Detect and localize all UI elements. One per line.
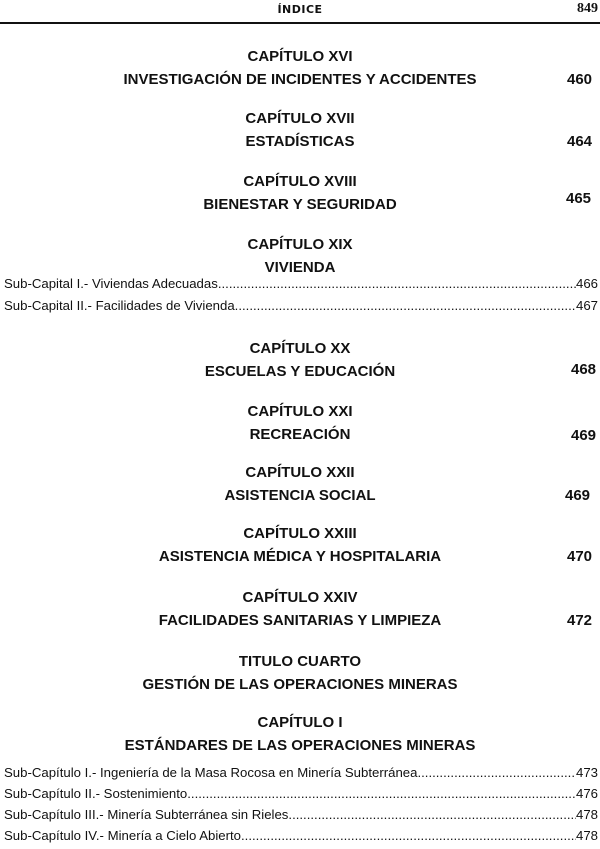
chapter-title: ESCUELAS Y EDUCACIÓN bbox=[204, 363, 396, 380]
chapter-number: CAPÍTULO XIX bbox=[247, 236, 353, 253]
chapter-xx bbox=[0, 337, 600, 383]
chapter-xvi bbox=[0, 45, 600, 91]
chapter-title: BIENESTAR Y SEGURIDAD bbox=[203, 196, 397, 213]
chapter-page: 468 bbox=[571, 361, 597, 378]
chapter-xxiii bbox=[0, 522, 600, 568]
toc-entry[interactable] bbox=[4, 827, 598, 845]
toc-entry[interactable] bbox=[4, 806, 598, 824]
toc-entry[interactable] bbox=[4, 764, 598, 782]
chapter-xxii bbox=[0, 461, 600, 507]
page-header bbox=[0, 0, 600, 24]
toc-entry[interactable] bbox=[4, 275, 598, 293]
chapter-xxi bbox=[0, 400, 600, 446]
chapter-number: CAPÍTULO XVI bbox=[247, 48, 353, 65]
chapter-number: CAPÍTULO XVII bbox=[245, 110, 355, 127]
chapter-title: ASISTENCIA SOCIAL bbox=[224, 487, 376, 504]
toc-entry-title: Sub-Capítulo I.- Ingeniería de la Masa Rocosa en Minería Subterránea bbox=[4, 765, 418, 780]
toc-leader bbox=[218, 275, 576, 293]
chapter-page: 464 bbox=[567, 133, 593, 150]
chapter-number: CAPÍTULO XXI bbox=[247, 403, 353, 420]
toc-entry-page: 476 bbox=[575, 786, 598, 801]
toc-entry[interactable] bbox=[4, 297, 598, 315]
chapter-page: 472 bbox=[567, 612, 593, 629]
title-cuarto bbox=[0, 650, 600, 696]
title-name: GESTIÓN DE LAS OPERACIONES MINERAS bbox=[142, 676, 458, 693]
chapter-page: 465 bbox=[566, 190, 592, 207]
toc-entry-page: 466 bbox=[575, 276, 598, 291]
chapter-xviii bbox=[0, 170, 600, 216]
toc-entry-title: Sub-Capital I.- Viviendas Adecuadas bbox=[4, 276, 218, 291]
toc-leader bbox=[235, 297, 576, 315]
chapter-page: 469 bbox=[565, 487, 591, 504]
chapter-xvii bbox=[0, 107, 600, 153]
chapter-title: ESTÁNDARES DE LAS OPERACIONES MINERAS bbox=[124, 737, 476, 754]
toc-entry-page: 478 bbox=[575, 828, 598, 843]
chapter-page: 460 bbox=[567, 71, 593, 88]
toc-entry-title: Sub-Capítulo IV.- Minería a Cielo Abierto bbox=[4, 828, 242, 843]
header-page-number: 849 bbox=[577, 1, 598, 16]
toc-entry-title: Sub-Capital II.- Facilidades de Vivienda bbox=[4, 298, 235, 313]
chapter-title: INVESTIGACIÓN DE INCIDENTES Y ACCIDENTES bbox=[123, 71, 477, 88]
toc-entry-page: 467 bbox=[575, 298, 598, 313]
chapter-page: 469 bbox=[571, 427, 597, 444]
chapter-title: ESTADÍSTICAS bbox=[245, 133, 355, 150]
chapter-title: ASISTENCIA MÉDICA Y HOSPITALARIA bbox=[158, 548, 442, 565]
toc-leader bbox=[417, 764, 576, 782]
chapter-page: 470 bbox=[567, 548, 593, 565]
chapter-number: CAPÍTULO XXIII bbox=[243, 525, 357, 542]
chapter-i bbox=[0, 711, 600, 757]
toc-leader bbox=[241, 827, 576, 845]
chapter-number: CAPÍTULO I bbox=[257, 714, 343, 731]
chapter-title: VIVIENDA bbox=[264, 259, 336, 276]
chapter-title: FACILIDADES SANITARIAS Y LIMPIEZA bbox=[158, 612, 442, 629]
toc-leader bbox=[288, 806, 576, 824]
chapter-xxiv bbox=[0, 586, 600, 632]
toc-entry[interactable] bbox=[4, 785, 598, 803]
chapter-number: CAPÍTULO XVIII bbox=[243, 173, 357, 190]
title-number: TITULO CUARTO bbox=[238, 653, 362, 670]
chapter-number: CAPÍTULO XXIV bbox=[242, 589, 358, 606]
chapter-number: CAPÍTULO XXII bbox=[245, 464, 355, 481]
header-title: ÍNDICE bbox=[277, 3, 323, 16]
toc-entry-page: 478 bbox=[575, 807, 598, 822]
chapter-number: CAPÍTULO XX bbox=[249, 340, 351, 357]
toc-entry-title: Sub-Capítulo II.- Sostenimiento bbox=[4, 786, 188, 801]
toc-leader bbox=[187, 785, 576, 803]
chapter-xix bbox=[0, 233, 600, 279]
toc-entry-title: Sub-Capítulo III.- Minería Subterránea sin Rieles bbox=[4, 807, 289, 822]
toc-entry-page: 473 bbox=[575, 765, 598, 780]
chapter-title: RECREACIÓN bbox=[249, 426, 351, 443]
